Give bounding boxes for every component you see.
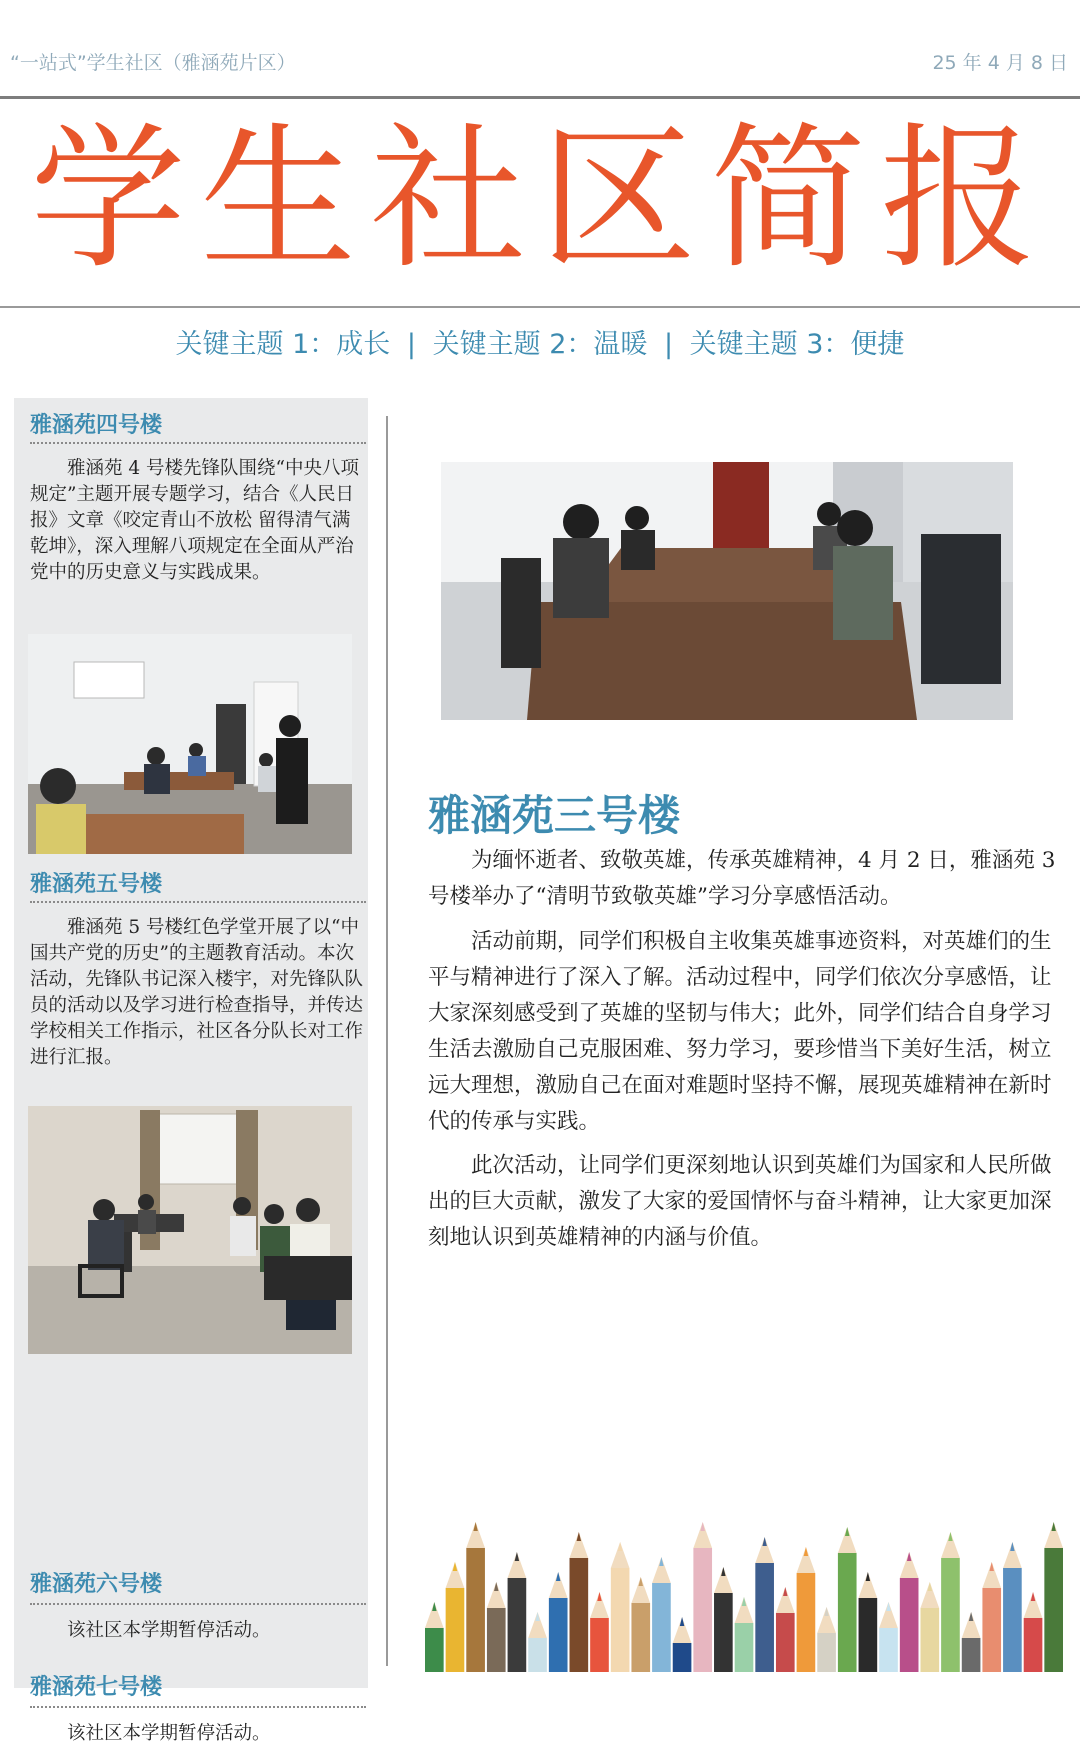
sidebar-text-building-6: 该社区本学期暂停活动。 xyxy=(67,1620,271,1641)
pencil-icon xyxy=(652,1557,671,1672)
pencil-icon xyxy=(920,1582,939,1672)
main-paragraph-3: 此次活动，让同学们更深刻地认识到英雄们为国家和人民所做出的巨大贡献，激发了大家的爱国情怀与奋斗精神，让大家更加深刻地认识到英雄精神的内涵与价值。 xyxy=(428,1153,1052,1250)
sidebar-text-building-5: 雅涵苑 5 号楼红色学堂开展了以“中国共产党的历史”的主题教育活动。本次活动，先锋队书记深入楼宇，对先锋队队员的活动以及学习进行检查指导，并传达学校相关工作指示，社区各分队长对工作进行汇报。 xyxy=(30,917,364,1068)
pencil-icon xyxy=(776,1587,795,1672)
theme-item-3: 关键主题 3：便捷 xyxy=(689,329,905,360)
pencil-icon xyxy=(838,1527,857,1672)
pencil-icon xyxy=(631,1577,650,1672)
key-themes-bar xyxy=(0,322,1080,361)
pencil-icon xyxy=(735,1597,754,1672)
sidebar-text-building-7: 该社区本学期暂停活动。 xyxy=(67,1723,271,1744)
pencil-icon xyxy=(570,1532,589,1672)
theme-separator: | xyxy=(406,329,417,360)
header-divider xyxy=(0,96,1080,99)
pencil-icon xyxy=(1044,1522,1063,1672)
pencil-icon xyxy=(982,1562,1001,1672)
main-paragraph-1: 为缅怀逝者、致敬英雄，传承英雄精神，4 月 2 日，雅涵苑 3 号楼举办了“清明节致敬英雄”学习分享感悟活动。 xyxy=(428,848,1056,909)
dotted-divider xyxy=(30,442,366,444)
newsletter-title: 学生社区简报 xyxy=(30,108,1050,290)
pencil-icon xyxy=(693,1522,712,1672)
photo-building-5-red-classroom xyxy=(28,1106,352,1354)
pencil-icon xyxy=(549,1572,568,1672)
title-divider xyxy=(0,306,1080,308)
pencil-icon xyxy=(900,1552,919,1672)
dotted-divider xyxy=(30,901,366,903)
pencil-icon xyxy=(508,1552,527,1672)
pencil-icon xyxy=(611,1542,630,1672)
header-date: 25 年 4 月 8 日 xyxy=(932,52,1068,74)
sidebar-heading-building-6: 雅涵苑六号楼 xyxy=(30,1572,163,1597)
theme-item-1: 关键主题 1：成长 xyxy=(175,329,391,360)
pencil-icon xyxy=(1024,1592,1043,1672)
pencil-icon xyxy=(673,1617,692,1672)
sidebar xyxy=(14,398,368,1744)
pencil-icon xyxy=(879,1602,898,1672)
pencils-decoration xyxy=(424,1500,1064,1672)
pencil-icon xyxy=(446,1562,465,1672)
sidebar-heading-building-4: 雅涵苑四号楼 xyxy=(30,413,163,438)
pencil-icon xyxy=(817,1607,836,1672)
pencil-icon xyxy=(590,1592,609,1672)
pencil-icon xyxy=(755,1537,774,1672)
pencil-icon xyxy=(941,1532,960,1672)
photo-building-3-sharing-session xyxy=(441,462,1013,720)
pencil-icon xyxy=(797,1547,816,1672)
theme-separator: | xyxy=(663,329,674,360)
sidebar-heading-building-5: 雅涵苑五号楼 xyxy=(30,872,163,897)
pencil-icon xyxy=(714,1567,733,1672)
dotted-divider xyxy=(30,1706,366,1708)
pencil-icon xyxy=(859,1572,878,1672)
pencil-icon xyxy=(962,1612,981,1672)
column-divider xyxy=(386,416,388,1666)
pencil-icon xyxy=(1003,1542,1022,1672)
sidebar-text-building-4: 雅涵苑 4 号楼先锋队围绕“中央八项规定”主题开展专题学习，结合《人民日报》文章《咬定青山不放松 留得清气满乾坤》，深入理解八项规定在全面从严治党中的历史意义与实践成果。 xyxy=(30,458,359,583)
header-org-name: “一站式”学生社区（雅涵苑片区） xyxy=(10,52,296,74)
pencil-icon xyxy=(425,1602,444,1672)
pencil-icon xyxy=(487,1582,506,1672)
photo-building-4-study-session xyxy=(28,634,352,854)
pencil-icon xyxy=(528,1612,547,1672)
main-heading-building-3: 雅涵苑三号楼 xyxy=(428,791,681,840)
sidebar-heading-building-7: 雅涵苑七号楼 xyxy=(30,1675,163,1700)
main-paragraph-2: 活动前期，同学们积极自主收集英雄事迹资料，对英雄们的生平与精神进行了深入了解。活动过程中，同学们依次分享感悟，让大家深刻感受到了英雄的坚韧与伟大；此外，同学们结合自身学习生活去激励自己克服困难、努力学习，要珍惜当下美好生活，树立远大理想，激励自己在面对难题时坚持不懈，展现英雄精神在新时代的传承与实践。 xyxy=(428,929,1052,1134)
theme-item-2: 关键主题 2：温暖 xyxy=(432,329,648,360)
pencil-icon xyxy=(466,1522,485,1672)
dotted-divider xyxy=(30,1603,366,1605)
